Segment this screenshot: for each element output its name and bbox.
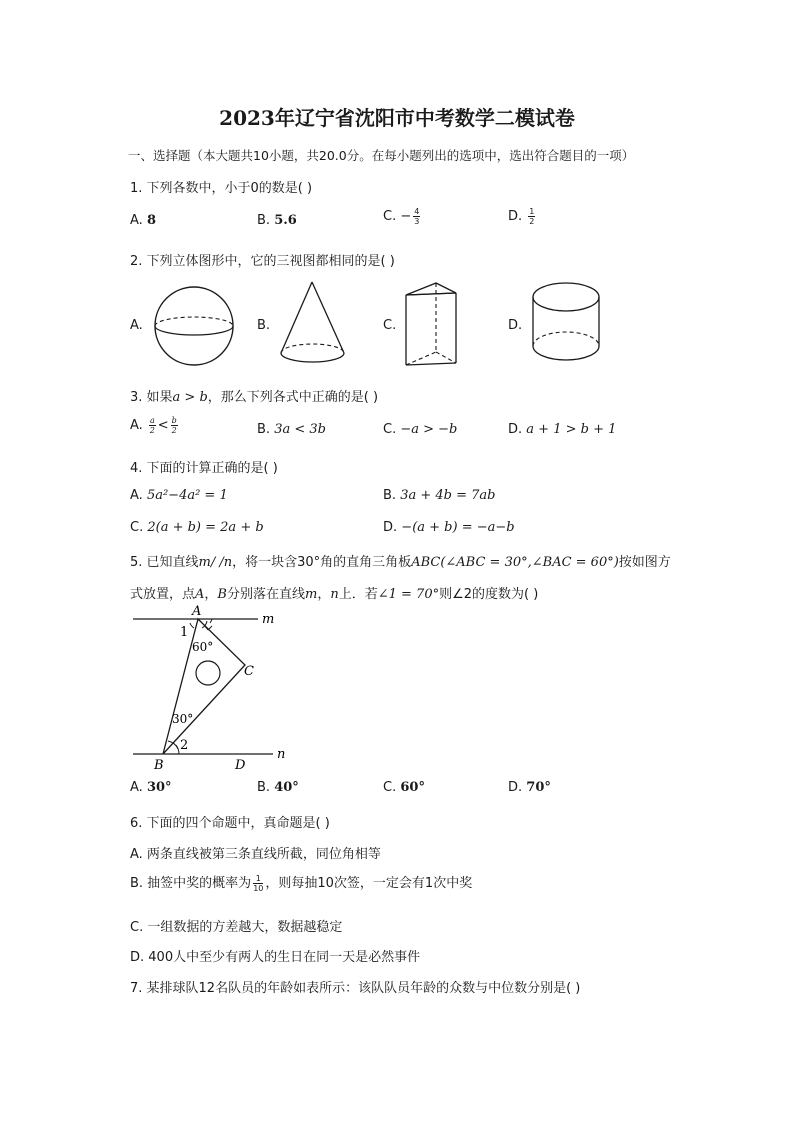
option-letter: B. (257, 780, 271, 795)
option-letter: D. (508, 780, 523, 795)
option-letter: D. (383, 520, 398, 535)
q1-option-b (257, 213, 297, 228)
question-3-stem (130, 386, 378, 405)
q2-option-d: D. (508, 318, 523, 333)
fraction (253, 874, 263, 893)
q3-option-b (257, 422, 326, 437)
option-letter: D. (508, 422, 523, 437)
denominator: 2 (529, 217, 535, 226)
option-letter: C. (383, 209, 397, 224)
option-value: 40° (274, 780, 299, 795)
question-1-stem: 1. 下列各数中，小于0的数是( ) (130, 181, 313, 196)
option-value: −(a + b) = −a−b (401, 520, 515, 535)
q3-option-c (383, 422, 457, 437)
label-thirty: 30° (172, 712, 194, 726)
option-value: 30° (146, 780, 172, 795)
denominator: 10 (253, 884, 264, 893)
q2-option-c: C. (383, 318, 397, 333)
q5-option-d (508, 780, 551, 795)
question-4-stem: 4. 下面的计算正确的是( ) (130, 461, 278, 476)
question-5-stem-line2 (130, 583, 538, 602)
option-letter: B. (383, 488, 397, 503)
label-c: C (244, 664, 254, 679)
sphere-figure (150, 285, 240, 369)
stem-text: ，那么下列各式中正确的是( ) (207, 390, 379, 405)
denominator: 2 (149, 426, 155, 435)
stem-text: 则∠2的度数为( ) (439, 587, 539, 602)
triangle-hole (196, 661, 220, 685)
q4-option-c (130, 520, 264, 535)
q6-option-d: D. 400人中至少有两人的生日在同一天是必然事件 (130, 950, 421, 965)
fraction (149, 416, 156, 435)
numerator: a (149, 416, 155, 425)
q4-option-a (130, 488, 228, 503)
stem-text: 式放置，点 (130, 587, 196, 602)
q1-option-c (383, 207, 422, 226)
option-letter: C. (130, 520, 144, 535)
option-value: a + 1 > b + 1 (526, 422, 617, 437)
stem-text: ， (317, 587, 331, 602)
q6-option-a: A. 两条直线被第三条直线所截，同位角相等 (130, 847, 381, 862)
q4-option-b (383, 488, 495, 503)
stem-text: ， (204, 587, 218, 602)
q2-option-b: B. (257, 318, 271, 333)
stem-text: 5. 已知直线 (130, 555, 199, 570)
prism-figure (404, 280, 464, 368)
option-value: 5.6 (274, 213, 297, 228)
stem-math: m/ /n (198, 555, 233, 570)
option-letter: A. (130, 213, 143, 228)
label-two: 2 (180, 738, 189, 753)
numerator: 1 (253, 874, 263, 884)
q4-option-d (383, 520, 515, 535)
option-letter: A. (130, 488, 143, 503)
option-value: 2(a + b) = 2a + b (147, 520, 264, 535)
stem-math: ∠1 = 70° (377, 587, 440, 602)
label-sixty: 60° (192, 640, 214, 654)
option-letter: B. (257, 422, 271, 437)
q1-option-d (508, 207, 537, 226)
label-m: m (262, 612, 275, 627)
option-value: 3a + 4b = 7ab (400, 488, 496, 503)
option-value: −a > −b (400, 422, 458, 437)
stem-text: 上．若 (338, 587, 378, 602)
option-letter: B. (257, 213, 271, 228)
option-text: ，则每抽10次签，一定会有1次中奖 (265, 876, 473, 891)
q3-option-a (130, 416, 180, 435)
stem-math: a > b (172, 390, 208, 405)
fraction (528, 207, 535, 226)
cylinder-figure (530, 280, 604, 366)
q5-option-c (383, 780, 425, 795)
q5-option-a (130, 780, 172, 795)
option-letter: A. (130, 780, 143, 795)
page-title: 2023年辽宁省沈阳市中考数学二模试卷 (219, 106, 575, 130)
stem-math: m (305, 587, 318, 602)
denominator: 3 (414, 217, 420, 226)
stem-text: 按如图方 (618, 555, 671, 570)
stem-text: 分别落在直线 (226, 587, 305, 602)
q6-option-b (130, 872, 472, 893)
option-letter: C. (383, 422, 397, 437)
triangle-figure (128, 603, 288, 775)
label-one: 1 (180, 625, 189, 640)
option-value: 70° (526, 780, 551, 795)
stem-math: B (217, 587, 227, 602)
numerator: b (171, 416, 177, 425)
option-value: 8 (146, 213, 156, 228)
question-2-stem: 2. 下列立体图形中，它的三视图都相同的是( ) (130, 254, 395, 269)
option-value: 5a²−4a² = 1 (146, 488, 228, 503)
q1-option-a (130, 213, 156, 228)
q2-option-a: A. (130, 318, 143, 333)
numerator: 4 (414, 207, 420, 216)
stem-text: 3. 如果 (130, 390, 173, 405)
denominator: 2 (171, 426, 177, 435)
option-letter: C. (383, 780, 397, 795)
option-value: 60° (400, 780, 425, 795)
stem-math: n (330, 587, 339, 602)
question-6-stem: 6. 下面的四个命题中，真命题是( ) (130, 816, 330, 831)
question-5-stem-line1 (130, 551, 671, 570)
section-heading: 一、选择题（本大题共10小题，共20.0分。在每小题列出的选项中，选出符合题目的一项） (128, 148, 635, 163)
q3-option-d (508, 422, 616, 437)
numerator: 1 (529, 207, 535, 216)
label-b: B (154, 758, 164, 773)
label-n: n (277, 747, 286, 762)
label-a: A (192, 604, 202, 619)
q6-option-c: C. 一组数据的方差越大，数据越稳定 (130, 920, 343, 935)
option-letter: D. (508, 209, 523, 224)
operator: < (157, 418, 169, 433)
fraction (171, 416, 178, 435)
option-text: B. 抽签中奖的概率为 (130, 876, 252, 891)
option-letter: A. (130, 418, 143, 433)
q5-option-b (257, 780, 299, 795)
cone-figure (278, 280, 350, 370)
fraction-sign: − (400, 209, 412, 224)
option-value: 3a < 3b (274, 422, 326, 437)
fraction (413, 207, 420, 226)
stem-math: ABC(∠ABC = 30°,∠BAC = 60°) (411, 555, 619, 570)
label-d: D (235, 758, 246, 773)
stem-text: ，将一块含30°角的直角三角板 (232, 555, 412, 570)
question-7-stem: 7. 某排球队12名队员的年龄如表所示：该队队员年龄的众数与中位数分别是( ) (130, 981, 581, 996)
stem-math: A (195, 587, 205, 602)
